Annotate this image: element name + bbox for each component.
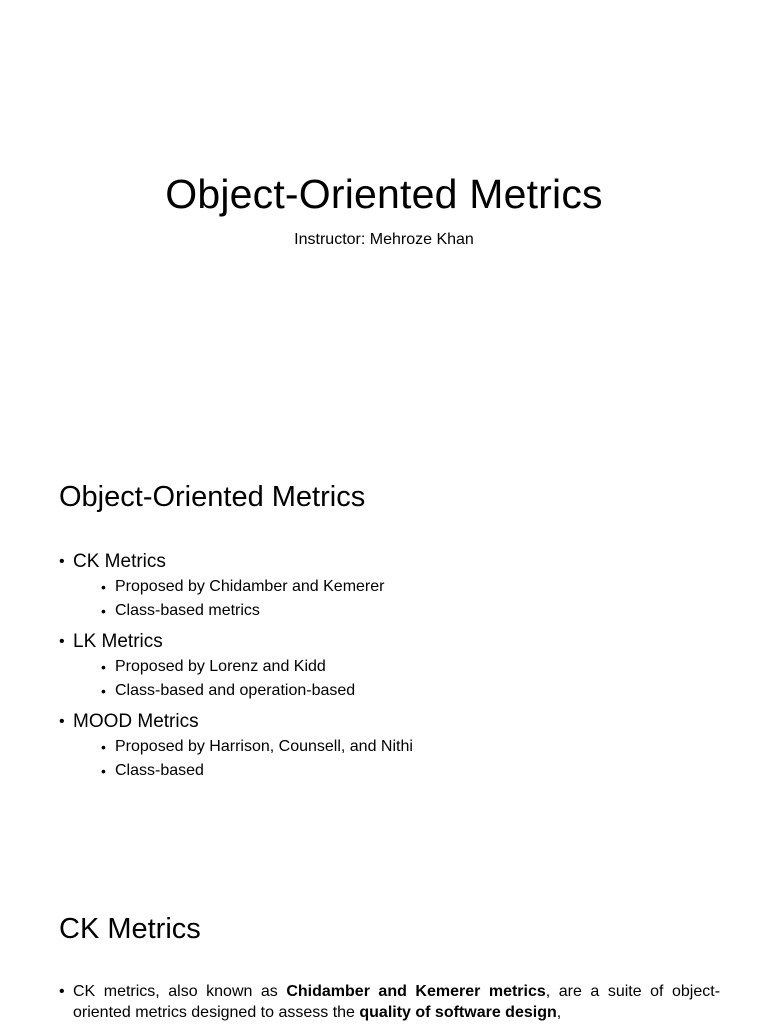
bullet-icon: • <box>101 763 106 779</box>
overview-slide <box>0 432 768 864</box>
paragraph-text: , are a suite of object-oriented metrics designed to assess the <box>73 983 721 1021</box>
paragraph-bold-text: Chidamber and Kemerer metrics <box>286 983 546 1000</box>
slide-heading: Object-Oriented Metrics <box>59 481 366 513</box>
paragraph-text: , <box>556 1004 562 1021</box>
bullet-icon: • <box>101 659 106 675</box>
list-item-label: MOOD Metrics <box>73 711 199 732</box>
ck-metrics-slide <box>0 864 768 1024</box>
bullet-icon: • <box>101 603 106 619</box>
paragraph-text: CK metrics, also known as <box>73 983 287 1000</box>
sub-list <box>73 655 719 703</box>
sub-list-item <box>101 575 719 599</box>
bullet-icon: • <box>101 683 106 699</box>
bullet-icon: • <box>59 983 65 1000</box>
sub-list <box>73 735 719 783</box>
sub-list-item <box>101 735 719 759</box>
slide-title: Object-Oriented Metrics <box>165 171 603 217</box>
metrics-bullet-list <box>59 550 719 783</box>
sub-list-item-label: Class-based and operation-based <box>115 682 356 699</box>
bullet-icon: • <box>101 739 106 755</box>
sub-list-item-label: Class-based metrics <box>115 602 260 619</box>
sub-list-item-label: Proposed by Chidamber and Kemerer <box>115 578 385 595</box>
sub-list-item <box>101 679 719 703</box>
list-item-lk-metrics <box>59 630 719 703</box>
paragraph-bold-text: quality of software design <box>359 1004 557 1021</box>
sub-list-item <box>101 599 719 623</box>
sub-list-item <box>101 655 719 679</box>
bullet-icon: • <box>101 579 106 595</box>
bullet-icon: • <box>59 553 65 570</box>
bullet-icon: • <box>59 713 65 730</box>
list-item-label: CK Metrics <box>73 551 166 572</box>
list-item-mood-metrics <box>59 710 719 783</box>
sub-list-item-label: Proposed by Lorenz and Kidd <box>115 658 326 675</box>
sub-list-item <box>101 759 719 783</box>
title-slide <box>0 0 768 432</box>
sub-list-item-label: Proposed by Harrison, Counsell, and Nithi <box>115 738 413 755</box>
ck-description-paragraph <box>59 981 720 1023</box>
list-item-ck-metrics <box>59 550 719 623</box>
slide-heading: CK Metrics <box>59 913 201 945</box>
sub-list <box>73 575 719 623</box>
instructor-subtitle: Instructor: Mehroze Khan <box>294 231 474 248</box>
list-item-label: LK Metrics <box>73 631 163 652</box>
bullet-icon: • <box>59 633 65 650</box>
sub-list-item-label: Class-based <box>115 762 204 779</box>
